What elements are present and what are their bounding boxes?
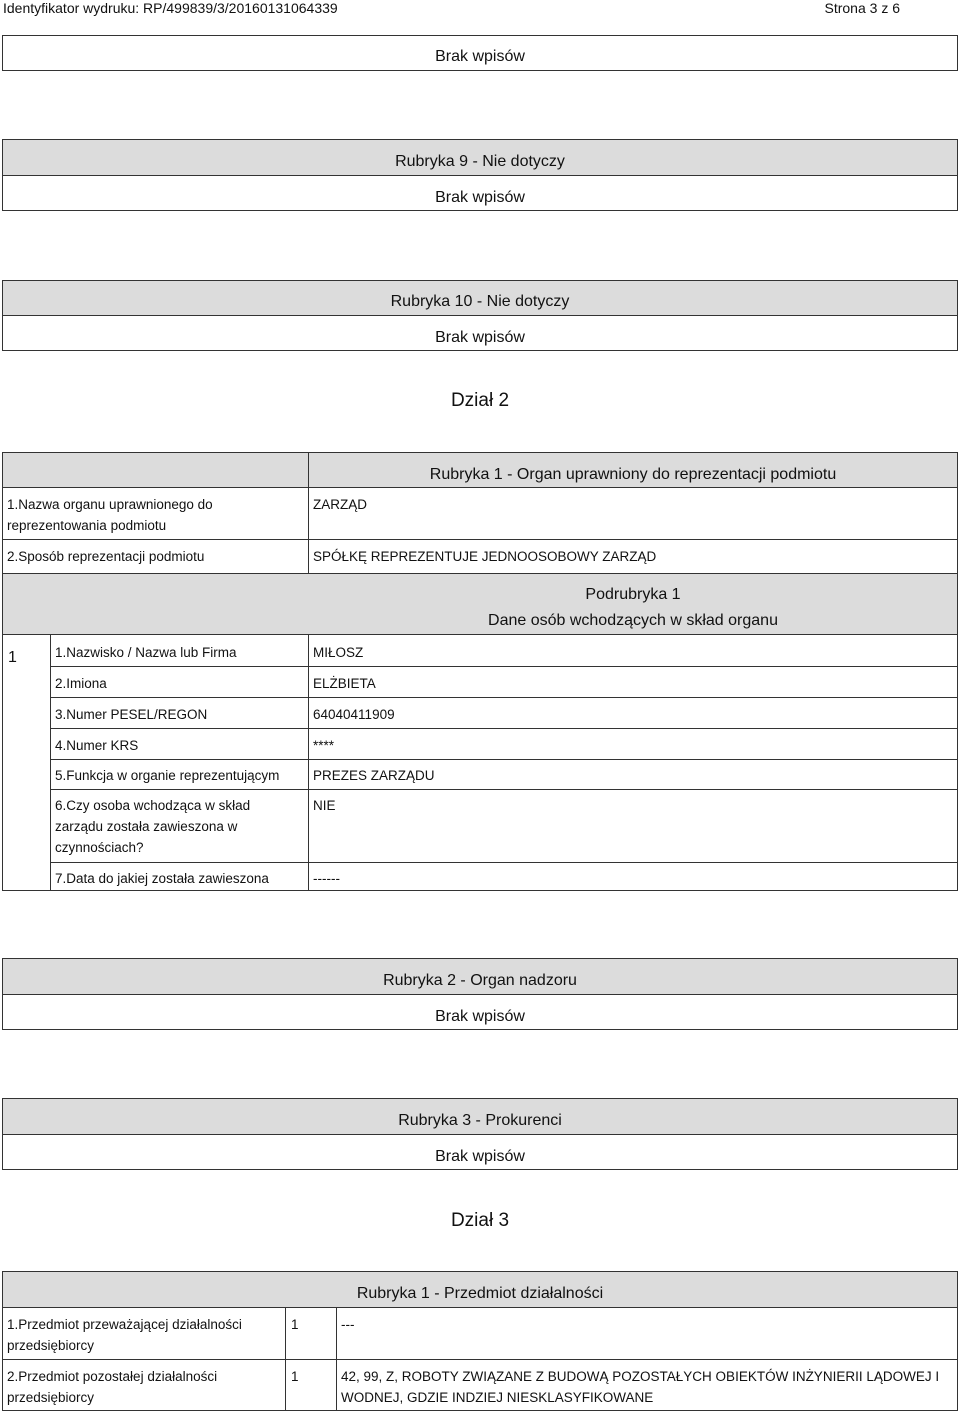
field-value: NIE [313, 798, 336, 813]
podrubryka-title: Podrubryka 1 [585, 586, 681, 603]
field-label: 4.Numer KRS [55, 738, 139, 753]
rubryka-10 [2, 280, 958, 351]
field-value: 64040411909 [313, 707, 395, 722]
podrubryka-subtitle: Dane osób wchodzących w skład organu [488, 612, 778, 629]
rubryka-2-title: Rubryka 2 - Organ nadzoru [383, 972, 577, 989]
field-value: **** [313, 738, 335, 753]
print-identifier: Identyfikator wydruku: RP/499839/3/20160131064339 [3, 0, 338, 16]
field-label: 6.Czy osoba wchodząca w skład zarządu została zawieszona w czynnościach? [55, 798, 251, 855]
field-label: 2.Imiona [55, 676, 107, 691]
rubryka-10-title: Rubryka 10 - Nie dotyczy [390, 293, 570, 310]
field-value: MIŁOSZ [313, 645, 364, 660]
rubryka-3-title: Rubryka 3 - Prokurenci [398, 1112, 562, 1129]
field-value: ZARZĄD [313, 497, 367, 512]
field-label: 1.Nazwisko / Nazwa lub Firma [55, 645, 237, 660]
field-label: 7.Data do jakiej została zawieszona [55, 871, 269, 886]
person-index: 1 [8, 649, 17, 666]
rubryka-1-title: Rubryka 1 - Organ uprawniony do reprezentacji podmiotu [429, 466, 837, 483]
rubryka-1-przedmiot-table [2, 1271, 958, 1411]
empty-entry-text: Brak wpisów [435, 329, 525, 346]
section-continuation [2, 35, 958, 71]
field-label: 2.Sposób reprezentacji podmiotu [7, 549, 205, 564]
field-value: PREZES ZARZĄDU [313, 768, 435, 783]
empty-entry-text: Brak wpisów [435, 1148, 525, 1165]
field-value: SPÓŁKĘ REPREZENTUJE JEDNOOSOBOWY ZARZĄD [313, 549, 657, 564]
activity-value: --- [341, 1317, 355, 1332]
rubryka-1-przedmiot-title: Rubryka 1 - Przedmiot działalności [356, 1285, 604, 1302]
empty-entry-text: Brak wpisów [435, 189, 525, 206]
rubryka-2 [2, 958, 958, 1030]
activity-index: 1 [291, 1317, 299, 1332]
empty-entry-text: Brak wpisów [435, 1008, 525, 1025]
field-value: ------ [313, 871, 340, 886]
dzial-3-title: Dział 3 [450, 1210, 510, 1231]
field-label: 5.Funkcja w organie reprezentującym [55, 768, 280, 783]
activity-index: 1 [291, 1369, 299, 1384]
field-label: 3.Numer PESEL/REGON [55, 707, 208, 722]
rubryka-9-title: Rubryka 9 - Nie dotyczy [395, 153, 565, 170]
activity-label: 1.Przedmiot przeważającej działalności przedsiębiorcy [7, 1317, 242, 1353]
dzial-2-title: Dział 2 [450, 390, 510, 411]
rubryka-1-organ-table [2, 452, 958, 891]
activity-label: 2.Przedmiot pozostałej działalności przedsiębiorcy [7, 1369, 218, 1405]
rubryka-9 [2, 139, 958, 211]
field-value: ELŻBIETA [313, 676, 376, 691]
page-number: Strona 3 z 6 [824, 0, 900, 16]
rubryka-3 [2, 1098, 958, 1170]
activity-value: 42, 99, Z, ROBOTY ZWIĄZANE Z BUDOWĄ POZOSTAŁYCH OBIEKTÓW INŻYNIERII LĄDOWEJ I WODNEJ, GDZIE INDZIEJ NIESKLASYFIKOWANE [341, 1369, 940, 1405]
empty-entry-text: Brak wpisów [435, 48, 525, 65]
field-label: 1.Nazwa organu uprawnionego do reprezentowania podmiotu [7, 497, 213, 533]
